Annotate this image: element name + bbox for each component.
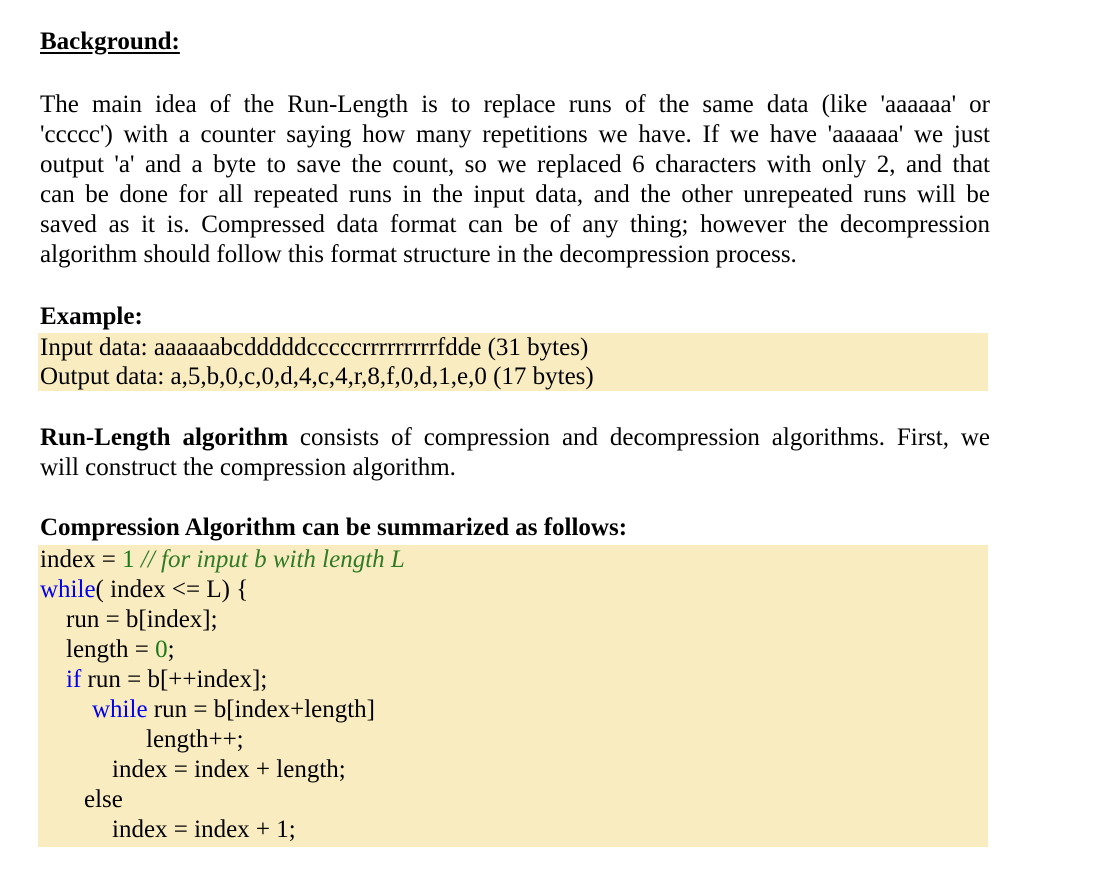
intro-line: output 'a' and a byte to save the count, so we replaced 6 characters with only 2, and that xyxy=(40,151,990,178)
code-keyword: if xyxy=(66,666,82,693)
code-keyword: while xyxy=(40,576,96,603)
code-text: run = b[++index]; xyxy=(81,666,268,693)
code-line-6 xyxy=(38,695,988,725)
intro-line: can be done for all repeated runs in the input data, and the other unrepeated runs will be xyxy=(40,181,990,208)
code-text: ( index <= L) { xyxy=(95,576,249,603)
runlength-paragraph xyxy=(40,423,990,483)
code-line-10 xyxy=(38,815,988,845)
code-text: length++; xyxy=(146,726,244,753)
code-block xyxy=(38,545,988,847)
code-text: index = index + 1; xyxy=(112,816,296,843)
code-line-3 xyxy=(38,605,988,635)
code-comment: // for input b with length L xyxy=(134,546,405,573)
runlength-line-2: will construct the compression algorithm. xyxy=(40,454,456,481)
code-text: length = xyxy=(66,636,156,663)
code-line-4 xyxy=(38,635,988,665)
code-line-9 xyxy=(38,785,988,815)
code-text: index = xyxy=(40,546,123,573)
intro-line: The main idea of the Run-Length is to replace runs of the same data (like 'aaaaaa' or xyxy=(40,91,990,118)
code-text: ; xyxy=(167,636,175,663)
code-keyword: while xyxy=(92,696,148,723)
runlength-line xyxy=(40,423,990,453)
code-number: 0 xyxy=(155,636,168,663)
code-line-5 xyxy=(38,665,988,695)
background-heading: Background: xyxy=(40,28,180,55)
code-line-2 xyxy=(38,575,988,605)
example-label: Example: xyxy=(40,303,143,330)
code-text: run = b[index]; xyxy=(66,606,218,633)
compression-label: Compression Algorithm can be summarized as follows: xyxy=(40,514,628,541)
example-output: Output data: a,5,b,0,c,0,d,4,c,4,r,8,f,0,d,1,e,0 (17 bytes) xyxy=(40,363,594,390)
intro-line: 'ccccc') with a counter saying how many repetitions we have. If we have 'aaaaaa' we just xyxy=(40,121,990,148)
code-number: 1 xyxy=(122,546,135,573)
code-line-1 xyxy=(38,545,988,575)
example-box xyxy=(38,333,988,391)
example-input: Input data: aaaaaabcdddddcccccrrrrrrrrrfdde (31 bytes) xyxy=(40,334,589,361)
runlength-bold: Run-Length algorithm xyxy=(40,424,289,451)
code-text: index = index + length; xyxy=(112,756,346,783)
code-text: else xyxy=(84,786,123,813)
intro-paragraph xyxy=(40,90,990,270)
code-line-7 xyxy=(38,725,988,755)
intro-line: saved as it is. Compressed data format can be of any thing; however the decompression xyxy=(40,211,990,238)
intro-line: algorithm should follow this format structure in the decompression process. xyxy=(40,241,797,268)
code-text: run = b[index+length] xyxy=(147,696,376,723)
code-line-8 xyxy=(38,755,988,785)
runlength-rest: consists of compression and decompression algorithms. First, we xyxy=(288,424,990,451)
